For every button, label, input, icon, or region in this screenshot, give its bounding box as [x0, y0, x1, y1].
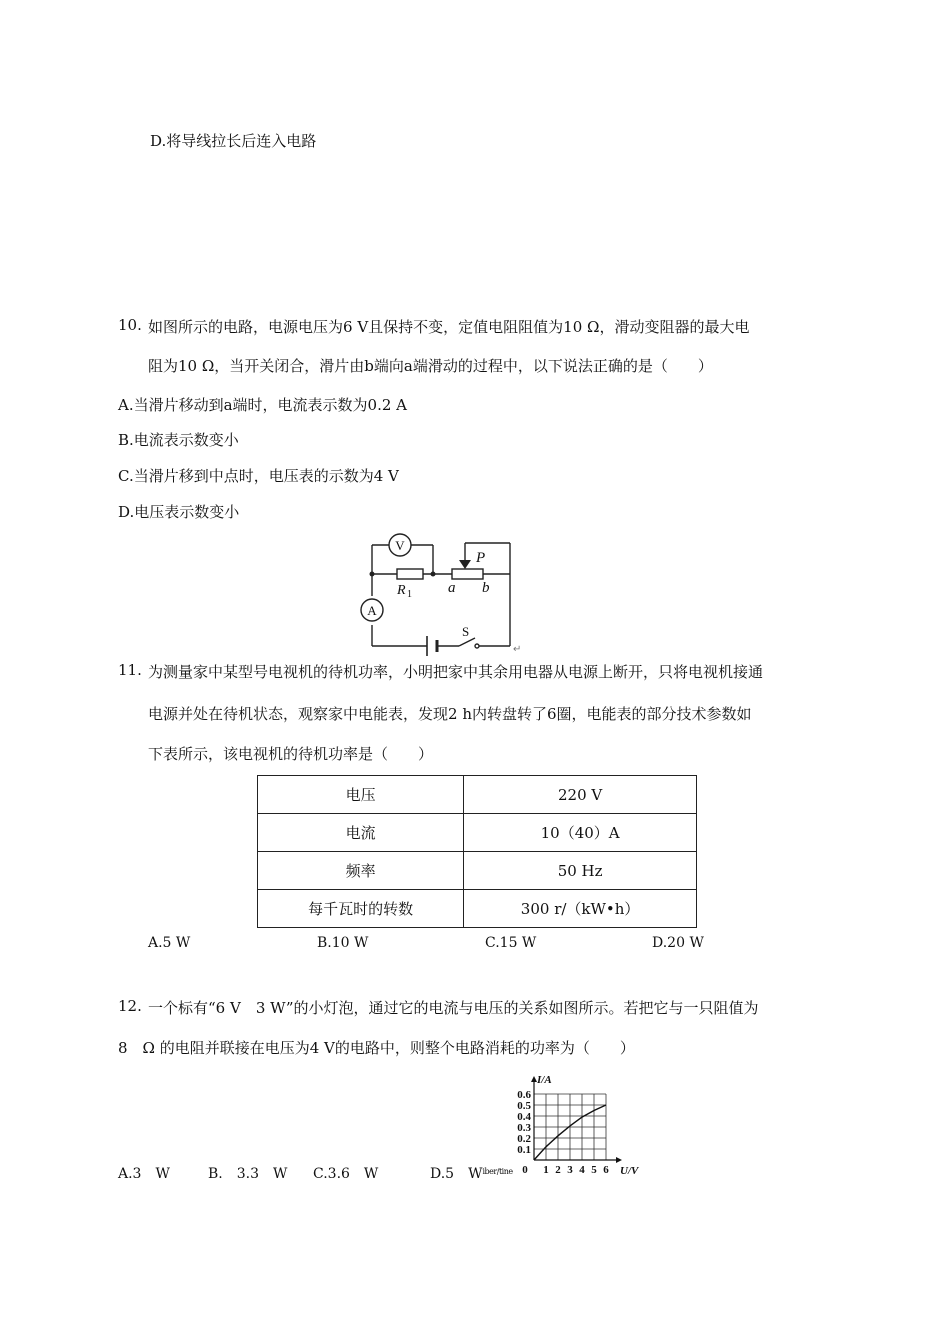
table-cell: 频率 — [258, 852, 464, 890]
table-row — [258, 814, 697, 852]
y-tick-label: 0.6 — [517, 1089, 531, 1101]
q11-option-d: D.20 W — [652, 935, 704, 951]
table-cell: 50 Hz — [464, 852, 697, 890]
slider-label: P — [476, 550, 486, 566]
q11-stem-line2: 电源并处在待机状态，观察家中电能表，发现2 h内转盘转了6圈，电能表的部分技术参数如 — [148, 705, 752, 723]
q12-stem-line2: 8 Ω 的电阻并联接在电压为4 V的电路中，则整个电路消耗的功率为（ ） — [118, 1039, 635, 1057]
x-tick-label: 4 — [579, 1164, 585, 1176]
table-row — [258, 852, 697, 890]
x-axis-arrow — [616, 1157, 622, 1163]
q12-option-c: C.3.6 W — [313, 1166, 379, 1182]
resistor-subscript: 1 — [407, 589, 412, 600]
q12-number: 12. — [118, 997, 142, 1015]
x-tick-label: 5 — [591, 1164, 597, 1176]
q12-option-a: A.3 W — [118, 1166, 170, 1182]
end-b-label: b — [482, 580, 490, 596]
q12-option-d-note: iber/tine — [482, 1167, 513, 1176]
origin-label: 0 — [522, 1164, 528, 1176]
q11-option-b: B.10 W — [317, 935, 369, 951]
y-tick-label: 0.4 — [517, 1111, 531, 1123]
table-row — [258, 890, 697, 928]
q12-option-d — [430, 1163, 513, 1183]
q11-stem-line3: 下表所示，该电视机的待机功率是（ ） — [148, 745, 434, 763]
table-cell: 电流 — [258, 814, 464, 852]
q10-stem-line2: 阻为10 Ω，当开关闭合，滑片由b端向a端滑动的过程中，以下说法正确的是（ ） — [148, 357, 713, 375]
q10-circuit-diagram — [355, 528, 535, 656]
iv-curve-chart — [505, 1072, 650, 1180]
table-cell: 300 r/（kW•h） — [464, 890, 697, 928]
y-tick-label: 0.2 — [517, 1133, 531, 1145]
x-axis-label: U/V — [620, 1165, 639, 1177]
table-cell: 220 V — [464, 776, 697, 814]
q11-stem-line1: 为测量家中某型号电视机的待机功率，小明把家中其余用电器从电源上断开，只将电视机接通 — [148, 663, 764, 681]
y-tick-label: 0.1 — [517, 1144, 531, 1156]
q10-number: 10. — [118, 316, 142, 334]
q10-option-d: D.电压表示数变小 — [118, 503, 240, 521]
x-tick-label: 6 — [603, 1164, 609, 1176]
x-tick-label: 1 — [543, 1164, 549, 1176]
q10-stem-line1: 如图所示的电路，电源电压为6 V且保持不变，定值电阻阻值为10 Ω，滑动变阻器的最大电 — [148, 318, 750, 336]
voltmeter-label: V — [395, 538, 405, 553]
y-tick-label: 0.3 — [517, 1122, 531, 1134]
q12-stem-line1: 一个标有“6 V 3 W”的小灯泡，通过它的电流与电压的关系如图所示。若把它与一只阻值为 — [148, 999, 759, 1017]
switch-label: S — [462, 624, 470, 639]
q11-option-c: C.15 W — [485, 935, 537, 951]
q10-option-c: C.当滑片移到中点时，电压表的示数为4 V — [118, 467, 399, 485]
table-cell: 电压 — [258, 776, 464, 814]
table-cell: 每千瓦时的转数 — [258, 890, 464, 928]
note-bottom: tine — [498, 1167, 513, 1176]
q12-option-d-label: D.5 W — [430, 1166, 483, 1182]
note-top: iber — [482, 1167, 497, 1176]
q11-number: 11. — [118, 661, 142, 679]
q12-option-b: B. 3.3 W — [208, 1166, 288, 1182]
y-tick-label: 0.5 — [517, 1100, 531, 1112]
meter-parameters-table — [257, 775, 697, 928]
ammeter-label: A — [367, 603, 377, 618]
q10-option-b: B.电流表示数变小 — [118, 431, 239, 449]
x-tick-label: 3 — [567, 1164, 573, 1176]
return-mark: ↵ — [513, 644, 522, 655]
table-row — [258, 776, 697, 814]
y-axis-label: I/A — [537, 1074, 552, 1086]
q9-option-d: D.将导线拉长后连入电路 — [150, 132, 317, 150]
q10-option-a: A.当滑片移动到a端时，电流表示数为0.2 A — [118, 396, 408, 414]
end-a-label: a — [448, 580, 456, 596]
table-cell: 10（40）A — [464, 814, 697, 852]
resistor-label: R — [397, 583, 406, 598]
q11-option-a: A.5 W — [148, 935, 191, 951]
x-tick-label: 2 — [555, 1164, 561, 1176]
